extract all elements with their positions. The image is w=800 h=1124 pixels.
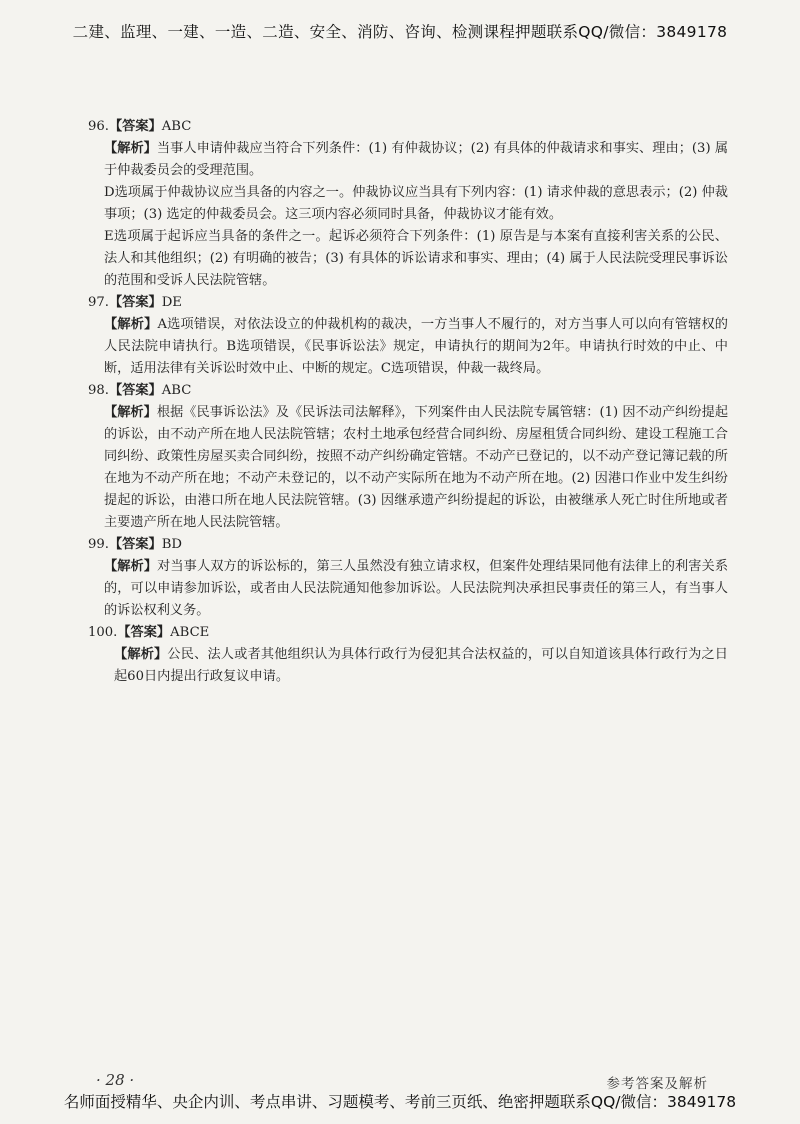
answer-tag: 【答案】 bbox=[108, 119, 162, 134]
analysis-tag: 【解析】 bbox=[104, 405, 157, 420]
explanation-paragraph: A选项错误，对依法设立的仲裁机构的裁决，一方当事人不履行的，对方当事人可以向有管辖权的人民法院申请执行。B选项错误，《民事诉讼法》规定，申请执行的期间为2年。申请执行时效的中止、中断，适用法律有关诉讼时效中止、中断的规定。C选项错误，仲裁一裁终局。 bbox=[104, 317, 728, 376]
footer-banner: 名师面授精华、央企内训、考点串讲、习题模考、考前三页纸、绝密押题联系QQ/微信：3849178 bbox=[63, 1093, 737, 1111]
explanation bbox=[104, 138, 728, 292]
answer-item-97 bbox=[88, 292, 728, 380]
question-number: 96. bbox=[88, 119, 109, 134]
explanation-paragraph: 根据《民事诉讼法》及《民诉法司法解释》，下列案件由人民法院专属管辖：(1) 因不动产纠纷提起的诉讼，由不动产所在地人民法院管辖；农村土地承包经营合同纠纷、房屋租赁合同纠纷、建设工程施工合同纠纷、政策性房屋买卖合同纠纷，按照不动产纠纷确定管辖。不动产已登记的，以不动产登记簿记载的所在地为不动产所在地；不动产未登记的，以不动产实际所在地为不动产所在地。(2) 因港口作业中发生纠纷提起的诉讼，由港口所在地人民法院管辖。(3) 因继承遗产纠纷提起的诉讼，由被继承人死亡时住所地或者主要遗产所在地人民法院管辖。 bbox=[104, 405, 729, 530]
answer-tag: 【答案】 bbox=[117, 625, 171, 640]
question-number: 99. bbox=[88, 537, 109, 552]
answer-value: DE bbox=[161, 295, 182, 310]
section-name: 参考答案及解析 bbox=[606, 1076, 708, 1092]
watermark bbox=[495, 699, 519, 720]
analysis-tag: 【解析】 bbox=[104, 141, 157, 156]
answer-item-99 bbox=[88, 534, 728, 622]
answer-list bbox=[88, 116, 728, 688]
explanation-paragraph: 当事人申请仲裁应当符合下列条件：(1) 有仲裁协议；(2) 有具体的仲裁请求和事实、理由；(3) 属于仲裁委员会的受理范围。 bbox=[104, 141, 729, 178]
explanation bbox=[114, 644, 728, 688]
question-number: 100. bbox=[88, 625, 118, 640]
explanation-paragraph: 对当事人双方的诉讼标的，第三人虽然没有独立请求权，但案件处理结果同他有法律上的利害关系的，可以申请参加诉讼，或者由人民法院通知他参加诉讼。人民法院判决承担民事责任的第三人，有当事人的诉讼权利义务。 bbox=[104, 559, 729, 618]
answer-value: BD bbox=[161, 537, 182, 552]
answer-item-98 bbox=[88, 380, 728, 534]
question-number: 97. bbox=[88, 295, 109, 310]
answer-tag: 【答案】 bbox=[108, 295, 162, 310]
answer-tag: 【答案】 bbox=[108, 537, 162, 552]
explanation-paragraph: D选项属于仲裁协议应当具备的内容之一。仲裁协议应当具有下列内容：(1) 请求仲裁的意思表示；(2) 仲裁事项；(3) 选定的仲裁委员会。这三项内容必须同时具备，仲裁协议才能有效。 bbox=[104, 185, 728, 222]
page-number: · 28 · bbox=[96, 1071, 135, 1089]
explanation-paragraph: 公民、法人或者其他组织认为具体行政行为侵犯其合法权益的，可以自知道该具体行政行为之日起60日内提出行政复议申请。 bbox=[114, 647, 728, 684]
explanation bbox=[104, 556, 728, 622]
answer-value: ABCE bbox=[170, 625, 210, 640]
answer-item-96 bbox=[88, 116, 728, 292]
answer-tag: 【答案】 bbox=[108, 383, 162, 398]
answer-value: ABC bbox=[161, 383, 192, 398]
explanation bbox=[104, 402, 728, 534]
explanation bbox=[104, 314, 728, 380]
analysis-tag: 【解析】 bbox=[114, 647, 168, 662]
answer-item-100 bbox=[88, 622, 728, 688]
explanation-paragraph: E选项属于起诉应当具备的条件之一。起诉必须符合下列条件：(1) 原告是与本案有直接利害关系的公民、法人和其他组织；(2) 有明确的被告；(3) 有具体的诉讼请求和事实、理由；(4) 属于人民法院受理民事诉讼的范围和受诉人民法院管辖。 bbox=[104, 229, 728, 288]
question-number: 98. bbox=[88, 383, 109, 398]
analysis-tag: 【解析】 bbox=[104, 559, 158, 574]
analysis-tag: 【解析】 bbox=[104, 317, 158, 332]
header-banner: 二建、监理、一建、一造、二造、安全、消防、咨询、检测课程押题联系QQ/微信：3849178 bbox=[72, 23, 728, 41]
answer-value: ABC bbox=[161, 119, 192, 134]
